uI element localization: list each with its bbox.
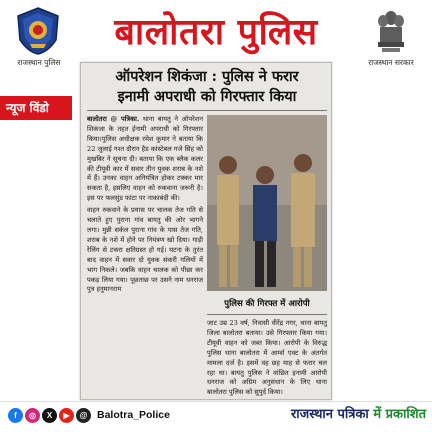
social-bar	[8, 404, 176, 426]
newspaper-clipping	[80, 62, 332, 400]
footer-divider	[0, 401, 432, 402]
government-emblem	[374, 8, 408, 54]
headline-divider	[87, 110, 327, 111]
publication-credit	[236, 404, 426, 426]
photo-caption: पुलिस की गिरफ्त में आरोपी	[207, 293, 327, 315]
article-dateline: बालोतरा @ पत्रिका.	[87, 115, 140, 123]
article-left-column	[87, 115, 203, 295]
credit-published-in: में प्रकाशित	[373, 407, 426, 422]
arrest-photo	[207, 115, 327, 291]
article-paragraph-1: थाना बायतु ने ऑपरेशन शिकंजा के तहत ईनामी अपराधी को गिरफ्तार किया।पुलिस अधीक्षक रमेश कुमार ने बताया कि 22 जुलाई गश्त दौरान हैड कांस्टेबल गजे सिंह को मुखबिर ने सूचना दी। बताया कि एक ब्लैक कलर की टीयूवी कार में सवार तीन युवक शराब के नशे में हैं। उनका वाहन अनियंत्रित होकर टक्कर मार सकता है, इसलिए वाहन को रुकवाना जरूरी है। इस पर फलसुंड फांटा पर नाकाबंदी की।	[87, 115, 203, 203]
left-logo-label: राजस्थान पुलिस	[17, 58, 61, 67]
facebook-icon[interactable]: f	[8, 408, 23, 423]
article-headline	[87, 67, 327, 107]
instagram-icon[interactable]: ◎	[25, 408, 40, 423]
headline-line-2: इनामी अपराधी को गिरफ्तार किया	[117, 88, 297, 105]
page-title: बालोतरा पुलिस	[114, 12, 318, 53]
header	[0, 0, 432, 70]
news-window-badge: न्यूज विंडो	[0, 96, 72, 120]
social-handle[interactable]: Balotra_Police	[97, 409, 170, 421]
article-paragraph-2: वाहन रुकवाने के प्रयास पर चालक तेज गति से चलाते हुए पुराना गांव बायतु की ओर भागने लगा। मुन्नी सर्कल पुराना गांव के पास तेज गति, शराब के नशे में होने पर नियंत्रण खो दिया। गाड़ी रेलिंग से टकरा क्षतिग्रस्त हो गई। घटना के तुरंत बाद वाहन में सवार दो युवक संकरी गलियों में भाग निकले। जबकि वाहन चालक को पीछा कर पकड़ लिया गया। पूछताछ पर उसने नाम धनराज पुत्र हनुमानराम	[87, 206, 203, 294]
youtube-icon[interactable]: ▶	[59, 408, 74, 423]
rajasthan-police-logo	[14, 6, 62, 56]
threads-icon[interactable]: @	[76, 408, 91, 423]
headline-line-1: ऑपरेशन शिकंजा : पुलिस ने फरार	[115, 68, 299, 85]
right-logo-label: राजस्थान सरकार	[368, 58, 414, 67]
x-icon[interactable]: X	[42, 408, 57, 423]
credit-publication: राजस्थान पत्रिका	[290, 407, 369, 422]
article-right-column: जाट उम्र 23 वर्ष, निवासी वीरेंद्र नगर, थाना बायतु जिला बालोतरा बताया। उसे गिरफ्तार किया गया। टीयूवी वाहन को जब्त किया। आरोपी के विरुद्ध पुलिस थाना बालोतरा में आर्म्स एक्ट के अंतर्गत मामला दर्ज है। इसमें वह छह माह से फरार चल रहा था। बायतु पुलिस ने वांछित इनामी आरोपी धनराज को अग्रिम अनुसंधान के लिए थाना बालोतरा पुलिस को सुपुर्द किया।	[207, 319, 327, 397]
